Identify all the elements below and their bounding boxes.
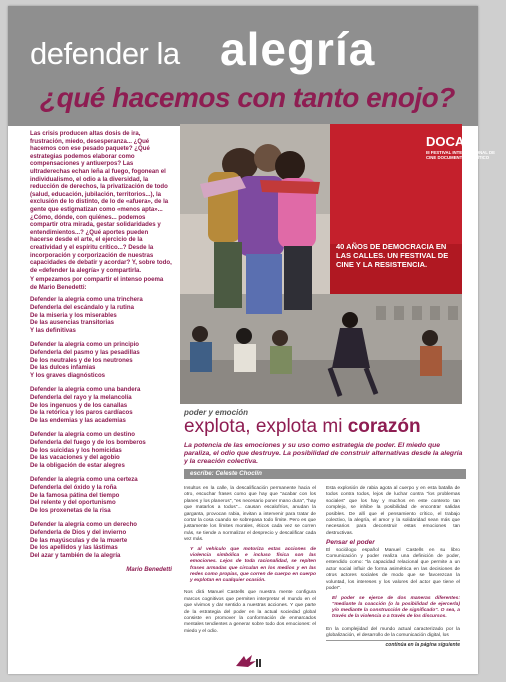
intro-paragraph: Las crisis producen altas dosis de ira, frustración, miedo, desesperanza... ¿Qué hacemos con ese pesado paquete? ¿Qué estrategias podemos elaborar como compensaciones y antiuerpos? Las ultraderechas echan leña al fuego, fogonean el individualismo, el odio a la diversidad, la reducción de derechos, la privatización de todo (salud, educación, jubilación, territorios...), la exclusión de lo distinto, de lo de «afuera», de la gente que estigmatizan como «menos apta»... ¿Cómo, dónde, con quiénes... podemos compartir otra mirada, gestar solidaridades y entendimientos...? ¿Qué aportes pueden hacerse desde el arte, el ejercicio de la creatividad y el espíritu crítico...? Desde la incorporación y corporización de nuestras capacidades de debatir y acordar? Y, sobre todo, de «defender la alegría» y compartirla. <box>30 130 172 274</box>
magazine-page <box>8 6 495 674</box>
poem-line: Defender la alegría como un destino <box>30 431 135 439</box>
poem-line: De los proxenetas de la risa <box>30 506 111 514</box>
article-headline <box>184 416 421 438</box>
poem-line: De las dulces infamias <box>30 364 96 372</box>
poem-line: De los ingenuos y de los canallas <box>30 401 128 409</box>
article-paragraph: El sociólogo español Manuel Castells en su libro Comunicación y poder realiza una definición de poder, entendido como: "la capacidad relacional que permite a un actor social influir de forma asimétrica en las decisiones de otros actores sociales de modo que se favorezcan la voluntad, los intereses y los valores del actor que tiene el poder". <box>326 547 460 592</box>
poem-stanza <box>30 386 172 424</box>
headline-light: explota, explota mi <box>184 416 343 437</box>
pullquote: Y al vehículo que motoriza estas acciones de violencia simbólica e incluso física son las emociones. Lejos de toda racionalidad, se repiten frases armadas que circulan en los medios y en las redes como propias, que corren de cuerpo en cuerpo y explotan en cualquier ocasión. <box>190 546 316 584</box>
poster-title: DOCA <box>426 134 465 149</box>
poem-stanza <box>30 341 172 379</box>
protest-photo <box>180 124 495 404</box>
poem-line: Defender la alegría como una bandera <box>30 386 141 394</box>
poem-stanza <box>30 296 172 334</box>
poem-line: Y las definitivas <box>30 326 76 334</box>
poem-line: Del azar y también de la alegría <box>30 551 121 559</box>
byline: escribe: Celeste Choclín <box>190 470 262 477</box>
article-kicker: poder y emoción <box>184 408 249 417</box>
article-paragraph: Nos dirá Manuel Castells que nuestra mente configura marcos cognitivos que permiten interpretar el mundo en el que vivimos y dar sentido a nuestras acciones. Y que parte de la estrategia del poder en la actual sociedad global consiste en promover la conformación de enmarcados mentales tendientes a generar sobre todo dos emociones: el miedo y el odio. <box>184 590 316 634</box>
article-paragraph: En la complejidad del mundo actual caracterizado por la globalización, el desarrollo de la comunicación digital, los <box>326 626 460 639</box>
intro-paragraph-2: Y empezamos por compartir el intenso poema de Mario Benedetti: <box>30 276 164 291</box>
poem-line: De la obligación de estar alegres <box>30 461 125 469</box>
poem-line: De la miseria y los miserables <box>30 311 117 319</box>
poem-line: Defender la alegría como un principio <box>30 341 140 349</box>
headline-bold: corazón <box>347 416 421 437</box>
title-bold: alegría <box>220 23 376 75</box>
poem-line: Defenderla del pasmo y las pesadillas <box>30 349 140 357</box>
byline-bar <box>184 469 466 479</box>
article-paragraph: Esta explosión de rabia agota al cuerpo y en esta batalla de todos contra todos, lejos de luchar contra "los problemas sociales" que los hay y muchos en este contexto tan complejo, se inhibe la posibilidad de encontrar salidas posibles. De allí que el pensamiento crítico, el trabajo colectivo, la alegría, el amor y la solidaridad sean más que necesarios para deconstruir estas emociones tan destructivas. <box>326 486 460 536</box>
poem-line: Defenderla del rayo y la melancolía <box>30 394 132 401</box>
poem <box>30 296 172 559</box>
poem-stanza <box>30 431 172 469</box>
pullquote: El poder se ejerce de dos maneras diferentes: "mediante la coacción (o la posibilidad de ejercerla) y/o mediante la construcción de significado". O sea, a través de la violencia o a través de los discursos. <box>332 595 460 620</box>
poem-line: Defenderla del óxido y la roña <box>30 483 117 491</box>
poem-line: De los suicidas y los homicidas <box>30 446 122 454</box>
poster-text: 40 AÑOS DE DEMOCRACIA EN LAS CALLES. UN FESTIVAL DE CINE Y LA RESISTENCIA. <box>336 242 449 269</box>
article-column-2 <box>326 486 460 643</box>
poem-line: Defender la alegría como una certeza <box>30 476 138 484</box>
article-paragraph: Insultos en la calle, la descalificación permanente hacia el otro, escuchar frases como que hay que "acabar con los planes y los planeros", "es necesario poner mano dura", "hay que matarlos a todos"... causan escalofríos, anudan la garganta, provocan rabia, invitan a intervenir para tratar de cortar la cosa cuando se sobrepasa todo límite. Pero es que justamente los límites morales, éticos cada vez se corren más, se tiende a normalizar el desprecio y descalificar cada vez más. <box>184 486 316 543</box>
section-subhead: Pensar el poder <box>326 539 375 547</box>
poem-line: Defenderla del escándalo y la rutina <box>30 304 134 312</box>
poem-line: De la famosa pátina del tiempo <box>30 491 120 499</box>
poem-line: Defender la alegría como una trinchera <box>30 296 143 304</box>
poem-line: Defenderla del fuego y de los bomberos <box>30 438 146 446</box>
poem-line: De las ausencias transitorias <box>30 319 115 327</box>
subtitle: ¿qué hacemos con tanto enojo? <box>40 82 455 113</box>
article-deck: La potencia de las emociones y su uso como estrategia de poder. El miedo que paraliza, el odio que destruye. La posibilidad de construir alternativas desde la alegría y la creación colectiva. <box>184 442 463 465</box>
poem-line: De la retórica y los paros cardíacos <box>30 409 133 417</box>
poem-line: Y los graves diagnósticos <box>30 371 106 379</box>
title-light: defender la <box>30 36 180 71</box>
publication-logo <box>234 654 264 668</box>
article-column-1 <box>184 486 316 638</box>
poem-line: De las endemias y las academias <box>30 416 126 424</box>
intro-column <box>30 130 172 574</box>
poem-line: De los apellidos y las lástimas <box>30 544 118 552</box>
poem-line: Del relente y del oportunismo <box>30 499 116 507</box>
poem-stanza <box>30 476 172 514</box>
continued-note: continúa en la página siguiente <box>326 640 460 648</box>
poem-line: Defender la alegría como un derecho <box>30 521 138 529</box>
poem-line: De las mayúsculas y de la muerte <box>30 536 128 544</box>
poem-line: Defenderla de Dios y del invierno <box>30 528 127 536</box>
poem-stanza <box>30 521 172 559</box>
header-band <box>8 6 478 126</box>
poem-line: De los neutrales y de los neutrones <box>30 356 133 364</box>
poster-subtitle: III FESTIVAL INTERNACIONAL DE CINE DOCUMENTAL POLÍTICO <box>426 150 495 160</box>
poem-signature: Mario Benedetti <box>126 566 172 574</box>
poem-line: De las vacaciones y del agobio <box>30 454 120 462</box>
